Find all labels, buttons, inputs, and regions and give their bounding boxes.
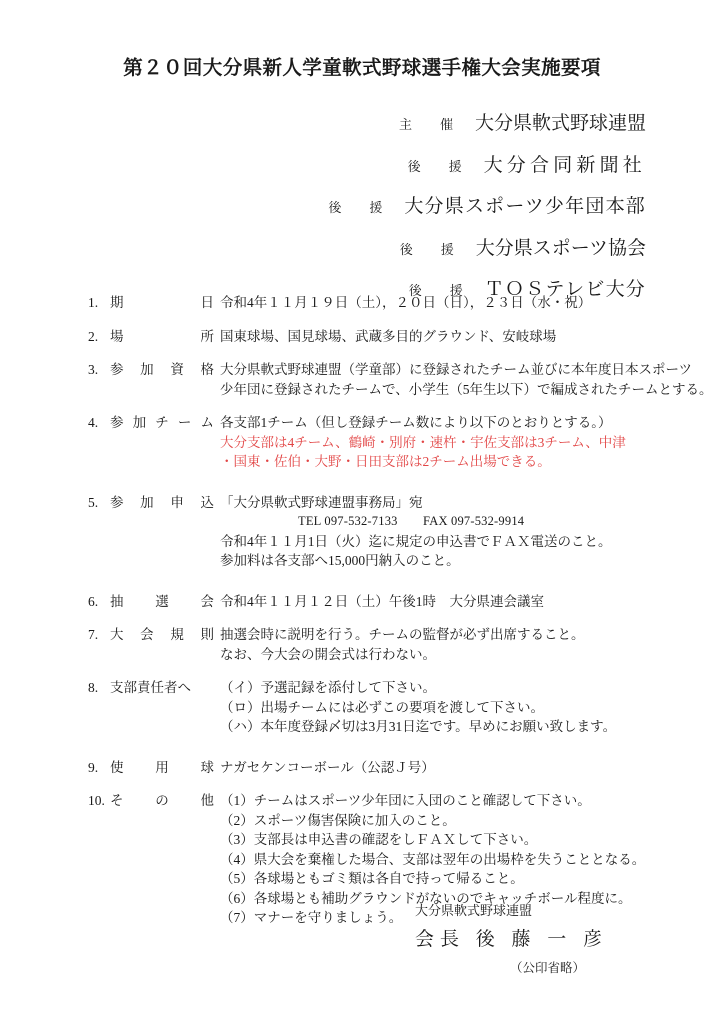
item-body (214, 413, 688, 472)
item-line: （6）各球場とも補助グラウンドがないのでキャッチボール程度に。 (220, 890, 632, 906)
item-number: 6. (88, 593, 99, 609)
item-line: 大分県軟式野球連盟（学童部）に登録されたチーム並びに本年度日本スポーツ (220, 362, 692, 377)
requirement-item (88, 293, 688, 313)
item-line: 国東球場、国見球場、武蔵多目的グラウンド、安岐球場 (220, 328, 557, 344)
item-number: 8. (88, 680, 99, 695)
item-label: 期日 (110, 295, 214, 310)
item-label: 使用球 (110, 759, 214, 775)
sponsor-name: ＴＯＳテレビ大分 (484, 279, 646, 300)
signature-name: 会長 後 藤 一 彦 (415, 929, 609, 950)
sponsor-role: 主催 (398, 117, 453, 132)
sponsor-row (0, 233, 724, 260)
requirement-item (88, 360, 713, 399)
item-number: 9. (88, 759, 99, 775)
item-number: 3. (88, 362, 99, 377)
requirement-item (88, 678, 688, 737)
item-line: 各支部1チーム（但し登録チーム数により以下のとおりとする。） (220, 415, 612, 430)
item-line: （4）県大会を棄権した場合、支部は翌年の出場枠を失うこととなる。 (220, 851, 646, 867)
item-line: 「大分県軟式野球連盟事務局」宛 (220, 494, 423, 510)
sponsor-block (0, 108, 724, 316)
item-body (214, 360, 712, 399)
item-line: ・国東・佐伯・大野・日田支部は2チーム出場できる。 (220, 454, 551, 469)
signature-seal-note: （公印省略） (510, 961, 586, 975)
requirement-item (88, 791, 688, 928)
item-number: 1. (88, 295, 99, 310)
item-line: （イ）予選記録を添付して下さい。 (220, 680, 436, 695)
item-label: 大会規則 (110, 627, 214, 642)
item-line: （5）各球場ともゴミ類は各自で持って帰ること。 (220, 871, 524, 886)
item-body (214, 678, 688, 737)
sponsor-name: 大分県軟式野球連盟 (474, 113, 646, 134)
sponsor-name: 大分県スポーツ協会 (475, 237, 646, 259)
item-body (214, 625, 688, 664)
item-line: （3）支部長は申込書の確認をしＦＡＸして下さい。 (220, 832, 538, 847)
sponsor-row (0, 108, 724, 135)
item-line: 参加料は各支部へ15,000円納入のこと。 (220, 553, 460, 568)
item-line: （1）チームはスポーツ少年団に入団のこと確認して下さい。 (220, 793, 591, 808)
item-line: 令和4年１１月１２日（土）午後1時 大分県連会議室 (220, 593, 544, 609)
item-number: 4. (88, 415, 99, 430)
requirement-item (88, 758, 688, 778)
sponsor-role: 後援 (328, 200, 383, 215)
item-number: 10. (88, 793, 105, 808)
item-label: 支部責任者へ (110, 680, 191, 695)
signature-organization: 大分県軟式野球連盟 (415, 903, 533, 918)
item-line: ナガセケンコーボール（公認Ｊ号） (220, 759, 435, 775)
item-line: 令和4年１１月１９日（土），２０日（日），２３日（水・祝） (220, 295, 592, 310)
item-line: （2）スポーツ傷害保険に加入のこと。 (220, 812, 456, 828)
item-label: 参加資格 (110, 362, 214, 377)
item-line: なお、今大会の開会式は行わない。 (220, 646, 436, 662)
item-number: 2. (88, 328, 99, 344)
item-body (214, 327, 688, 347)
item-body (214, 758, 688, 778)
item-body (214, 293, 688, 313)
requirement-item (88, 493, 688, 571)
item-line: 抽選会時に説明を行う。チームの監督が必ず出席すること。 (220, 627, 585, 642)
item-line: 少年団に登録されたチームで、小学生（5年生以下）で編成されたチームとする。 (220, 381, 713, 397)
sponsor-row (0, 191, 724, 218)
requirement-item (88, 327, 688, 347)
item-label: その他 (110, 793, 214, 808)
requirements-list (88, 293, 713, 949)
requirement-item (88, 625, 688, 664)
sponsor-role: 後援 (408, 283, 463, 298)
item-label: 場所 (110, 328, 214, 344)
sponsor-row (0, 150, 724, 177)
sponsor-name: 大分合同新聞社 (483, 154, 646, 176)
item-body (214, 592, 688, 612)
requirement-item (88, 592, 688, 612)
item-number: 5. (88, 494, 99, 510)
page-title: 第２０回大分県新人学童軟式野球選手権大会実施要項 (123, 58, 601, 79)
item-line: 大分支部は4チーム、鶴崎・別府・速杵・宇佐支部は3チーム、中津 (220, 434, 626, 450)
sponsor-role: 後援 (399, 241, 454, 257)
item-body (214, 493, 688, 571)
item-line: TEL 097-532-7133 FAX 097-532-9914 (298, 514, 525, 528)
item-line: （ハ）本年度登録〆切は3月31日迄です。早めにお願い致します。 (220, 719, 617, 734)
item-number: 7. (88, 627, 99, 642)
sponsor-role: 後援 (407, 158, 462, 174)
requirement-item (88, 413, 688, 472)
sponsor-name: 大分県スポーツ少年団本部 (404, 196, 646, 217)
item-label: 参加チーム (110, 415, 214, 430)
item-line: （ロ）出場チームには必ずこの要項を渡して下さい。 (220, 699, 544, 715)
item-line: （7）マナーを守りましょう。 (220, 910, 403, 925)
item-label: 参加申込 (110, 494, 214, 510)
item-line: 令和4年１１月1日（火）迄に規定の申込書でＦＡＸ電送のこと。 (220, 533, 612, 549)
item-label: 抽選会 (110, 593, 214, 609)
